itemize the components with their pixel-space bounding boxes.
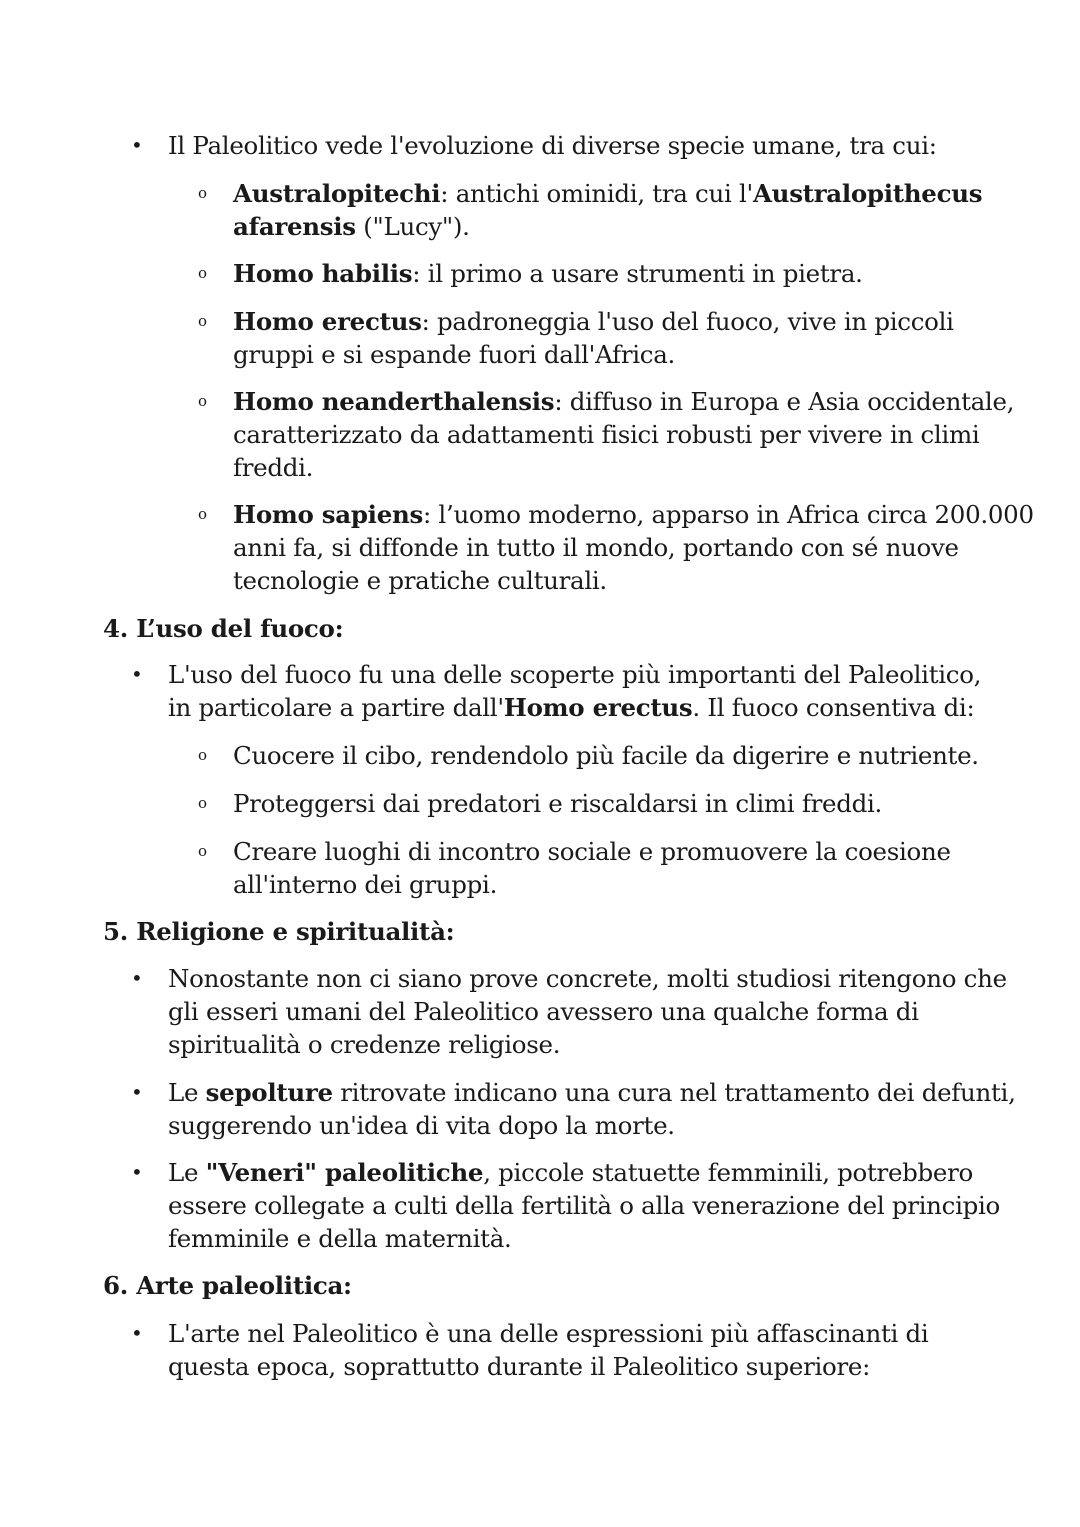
religion-bullet-1-line1: Nonostante non ci siano prove concrete, molti studiosi ritengono che	[168, 964, 1007, 993]
fire-item-protect: Proteggersi dai predatori e riscaldarsi in climi freddi.	[233, 789, 882, 818]
species-item-sapiens-line2: anni fa, si diffonde in tutto il mondo, portando con sé nuove	[233, 533, 959, 562]
species-item-erectus-line2: gruppi e si espande fuori dall'Africa.	[233, 340, 675, 369]
sub-bullet-icon: o	[198, 746, 208, 764]
species-item-neanderthalensis: Homo neanderthalensis: diffuso in Europa e Asia occidentale,	[233, 387, 1015, 416]
religion-bullet-2-line2: suggerendo un'idea di vita dopo la morte.	[168, 1111, 675, 1140]
sub-bullet-icon: o	[198, 392, 208, 410]
section-heading-religion: 5. Religione e spiritualità:	[103, 917, 455, 946]
art-bullet-line1: L'arte nel Paleolitico è una delle espressioni più affascinanti di	[168, 1319, 929, 1348]
fire-bullet-line2: in particolare a partire dall'Homo erectus. Il fuoco consentiva di:	[168, 693, 975, 722]
art-bullet-line2: questa epoca, soprattutto durante il Paleolitico superiore:	[168, 1352, 871, 1381]
sub-bullet-icon: o	[198, 312, 208, 330]
sub-bullet-icon: o	[198, 184, 208, 202]
bullet-icon: •	[131, 662, 143, 686]
species-item-erectus: Homo erectus: padroneggia l'uso del fuoco, vive in piccoli	[233, 307, 954, 336]
religion-bullet-3-line2: essere collegate a culti della fertilità o alla venerazione del principio	[168, 1191, 1000, 1220]
bullet-icon: •	[131, 1321, 143, 1345]
species-intro-text: Il Paleolitico vede l'evoluzione di diverse specie umane, tra cui:	[168, 131, 937, 160]
species-item-sapiens: Homo sapiens: l’uomo moderno, apparso in Africa circa 200.000	[233, 500, 1034, 529]
section-heading-art: 6. Arte paleolitica:	[103, 1271, 352, 1300]
bullet-icon: •	[131, 966, 143, 990]
sub-bullet-icon: o	[198, 842, 208, 860]
religion-bullet-2-line1: Le sepolture ritrovate indicano una cura nel trattamento dei defunti,	[168, 1078, 1016, 1107]
species-item-australopitechi: Australopitechi: antichi ominidi, tra cui l'Australopithecus	[233, 179, 983, 208]
bullet-icon: •	[131, 133, 143, 157]
species-item-neanderthalensis-line2: caratterizzato da adattamenti fisici robusti per vivere in climi	[233, 420, 980, 449]
sub-bullet-icon: o	[198, 505, 208, 523]
fire-bullet-line1: L'uso del fuoco fu una delle scoperte più importanti del Paleolitico,	[168, 660, 982, 689]
species-item-sapiens-line3: tecnologie e pratiche culturali.	[233, 566, 607, 595]
religion-bullet-3-line3: femminile e della maternità.	[168, 1224, 512, 1253]
sub-bullet-icon: o	[198, 264, 208, 282]
species-item-neanderthalensis-line3: freddi.	[233, 453, 314, 482]
bullet-icon: •	[131, 1160, 143, 1184]
fire-item-social-line2: all'interno dei gruppi.	[233, 870, 498, 899]
fire-item-social: Creare luoghi di incontro sociale e promuovere la coesione	[233, 837, 951, 866]
bullet-icon: •	[131, 1080, 143, 1104]
sub-bullet-icon: o	[198, 794, 208, 812]
religion-bullet-1-line3: spiritualità o credenze religiose.	[168, 1030, 561, 1059]
species-item-australopitechi-line2: afarensis ("Lucy").	[233, 212, 470, 241]
religion-bullet-3-line1: Le "Veneri" paleolitiche, piccole statuette femminili, potrebbero	[168, 1158, 973, 1187]
fire-item-cook: Cuocere il cibo, rendendolo più facile da digerire e nutriente.	[233, 741, 979, 770]
section-heading-fire: 4. L’uso del fuoco:	[103, 614, 344, 643]
religion-bullet-1-line2: gli esseri umani del Paleolitico avessero una qualche forma di	[168, 997, 919, 1026]
species-item-habilis: Homo habilis: il primo a usare strumenti in pietra.	[233, 259, 863, 288]
